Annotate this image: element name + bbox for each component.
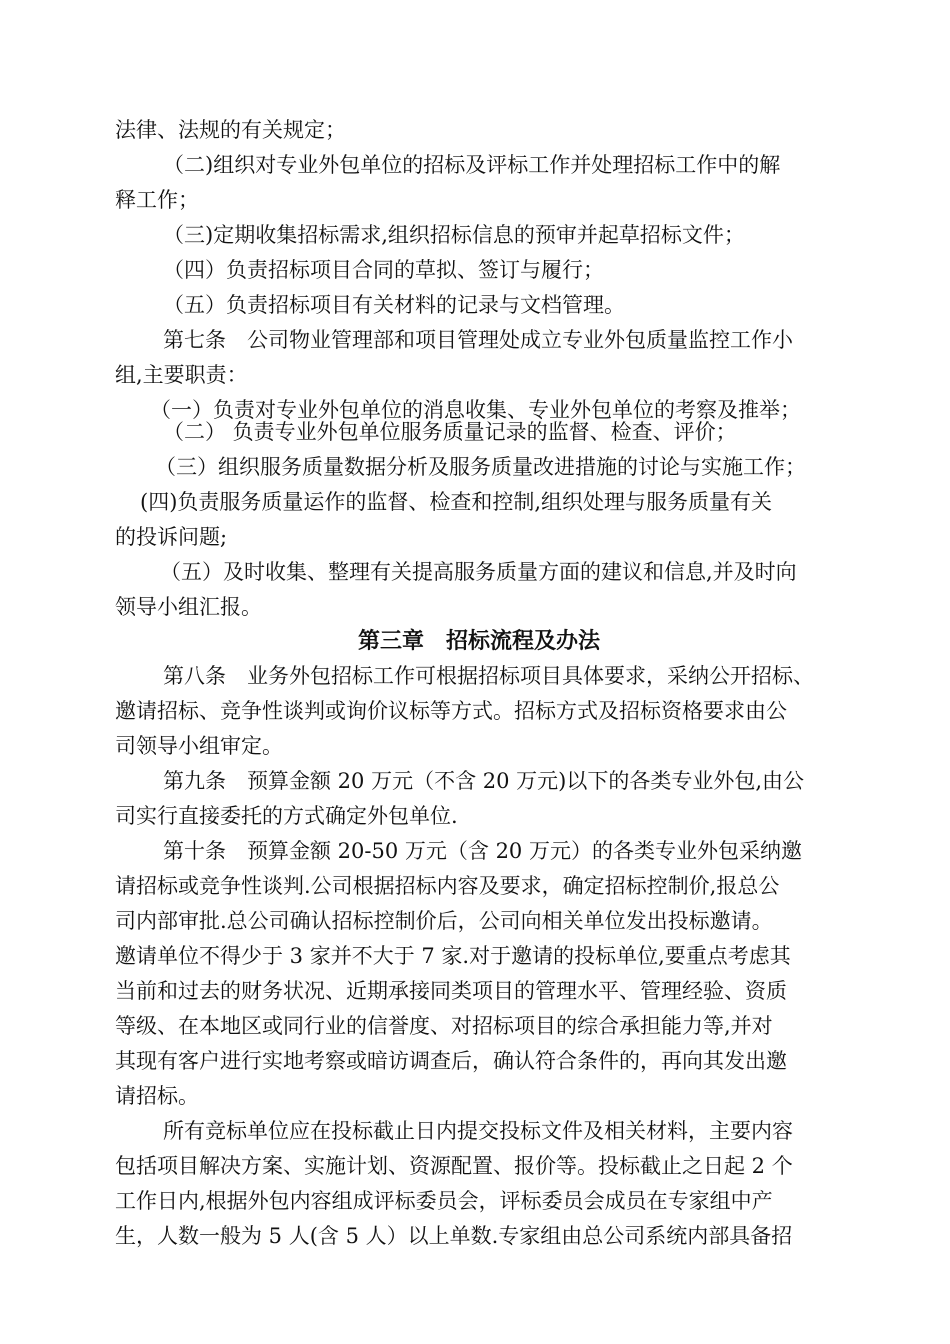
text-line: 包括项目解决方案、实施计划、资源配置、报价等。投标截止之日起 2 个 — [115, 1154, 793, 1178]
text-line: （五）负责招标项目有关材料的记录与文档管理。 — [163, 293, 625, 317]
text-line: (四)负责服务质量运作的监督、检查和控制,组织处理与服务质量有关 — [140, 490, 773, 514]
article-8-line: 第八条 业务外包招标工作可根据招标项目具体要求，采纳公开招标、 — [163, 664, 814, 688]
text-line: 工作日内,根据外包内容组成评标委员会，评标委员会成员在专家组中产 — [115, 1189, 773, 1213]
text-line: （五）及时收集、整理有关提高服务质量方面的建议和信息,并及时向 — [160, 560, 797, 584]
article-7-line: 第七条 公司物业管理部和项目管理处成立专业外包质量监控工作小 — [163, 328, 793, 352]
text-line: 生，人数一般为 5 人(含 5 人）以上单数.专家组由总公司系统内部具备招 — [115, 1224, 793, 1248]
text-line: 请招标。 — [115, 1084, 199, 1108]
text-line: 其现有客户进行实地考察或暗访调查后，确认符合条件的，再向其发出邀 — [115, 1049, 787, 1073]
text-line: 司实行直接委托的方式确定外包单位. — [115, 804, 458, 828]
text-line: 组,主要职责： — [115, 363, 248, 387]
text-line: 法律、法规的有关规定； — [115, 118, 346, 142]
text-line: 等级、在本地区或同行业的信誉度、对招标项目的综合承担能力等,并对 — [115, 1014, 773, 1038]
article-10-line: 第十条 预算金额 20-50 万元（含 20 万元）的各类专业外包采纳邀 — [163, 839, 802, 863]
text-line: 请招标或竞争性谈判.公司根据招标内容及要求，确定招标控制价,报总公 — [115, 874, 780, 898]
text-line: （二） 负责专业外包单位服务质量记录的监督、检查、评价； — [163, 420, 737, 444]
text-line: （四）负责招标项目合同的草拟、签订与履行； — [163, 258, 604, 282]
text-line: 邀请招标、竞争性谈判或询价议标等方式。招标方式及招标资格要求由公 — [115, 699, 787, 723]
text-line: 司领导小组审定。 — [115, 734, 283, 758]
text-line: 邀请单位不得少于 3 家并不大于 7 家.对于邀请的投标单位,要重点考虑其 — [115, 944, 791, 968]
text-line: 当前和过去的财务状况、近期承接同类项目的管理水平、管理经验、资质 — [115, 979, 787, 1003]
text-line: （三)定期收集招标需求,组织招标信息的预审并起草招标文件； — [163, 223, 745, 247]
text-line: 领导小组汇报。 — [115, 595, 262, 619]
chapter-heading: 第三章 招标流程及办法 — [358, 629, 601, 654]
text-line: 释工作； — [115, 188, 199, 212]
text-line: 所有竞标单位应在投标截止日内提交投标文件及相关材料，主要内容 — [163, 1119, 793, 1143]
text-line: （二)组织对专业外包单位的招标及评标工作并处理招标工作中的解 — [163, 153, 781, 177]
text-line: 司内部审批.总公司确认招标控制价后，公司向相关单位发出投标邀请。 — [115, 909, 773, 933]
text-line: （一）负责对专业外包单位的消息收集、专业外包单位的考察及推举； — [150, 398, 801, 422]
text-line: （三）组织服务质量数据分析及服务质量改进措施的讨论与实施工作； — [155, 455, 806, 479]
text-line: 的投诉问题; — [115, 525, 228, 549]
article-9-line: 第九条 预算金额 20 万元（不含 20 万元)以下的各类专业外包,由公 — [163, 769, 805, 793]
